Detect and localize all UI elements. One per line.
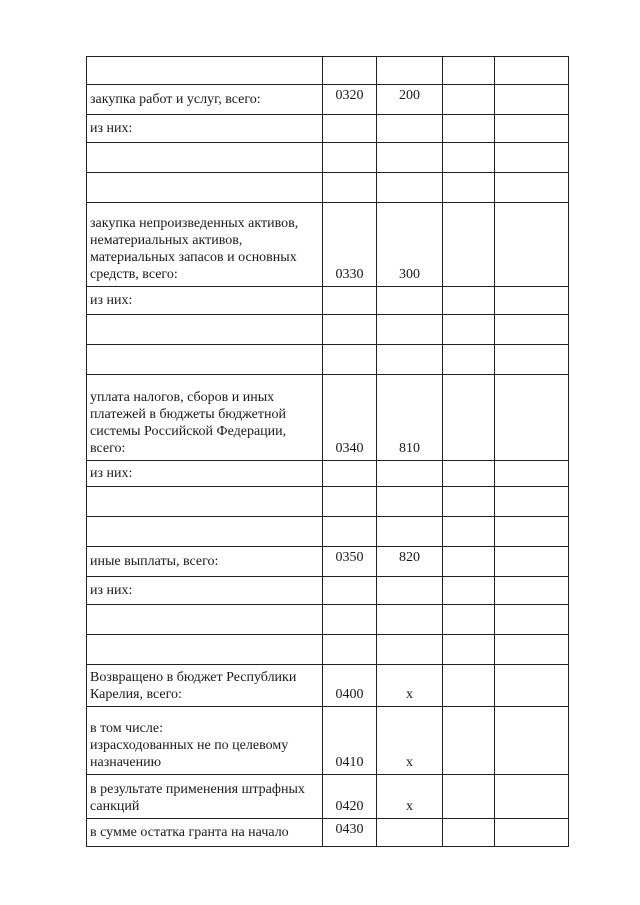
row-name-cell <box>87 819 323 847</box>
row-code-cell <box>323 287 377 315</box>
row-empty-cell <box>443 517 495 547</box>
row-name-cell <box>87 577 323 605</box>
row-value-cell <box>377 461 443 487</box>
row-value-cell <box>377 487 443 517</box>
row-name-cell <box>87 665 323 707</box>
row-name-cell <box>87 461 323 487</box>
row-name-line: в результате применения штрафных <box>90 782 305 797</box>
report-table <box>86 56 569 847</box>
row-code-cell <box>323 487 377 517</box>
row-name-line: израсходованных не по целевому <box>90 738 289 753</box>
row-code-cell <box>323 345 377 375</box>
table-row <box>87 707 569 775</box>
row-empty-cell <box>443 173 495 203</box>
row-code-cell <box>323 173 377 203</box>
row-name-cell <box>87 487 323 517</box>
table-row <box>87 203 569 287</box>
table-row <box>87 665 569 707</box>
row-name-line: в том числе: <box>90 721 163 736</box>
table-row <box>87 375 569 461</box>
row-code-cell <box>323 461 377 487</box>
row-value-cell <box>377 173 443 203</box>
row-name-cell <box>87 375 323 461</box>
row-value-cell: 810 <box>377 375 443 461</box>
row-empty-cell <box>495 775 569 819</box>
row-name-line: санкций <box>90 799 140 814</box>
row-name-line: в сумме остатка гранта на начало <box>90 825 289 840</box>
row-name-line: назначению <box>90 755 162 770</box>
row-name-line: из них: <box>90 583 133 598</box>
row-name-line: иные выплаты, всего: <box>90 554 219 569</box>
row-empty-cell <box>495 375 569 461</box>
table-row <box>87 517 569 547</box>
table-row <box>87 605 569 635</box>
row-name-cell <box>87 315 323 345</box>
row-code-cell: 0410 <box>323 707 377 775</box>
row-empty-cell <box>443 547 495 577</box>
row-value-cell <box>377 577 443 605</box>
table-row <box>87 461 569 487</box>
row-value-cell <box>377 819 443 847</box>
table-row <box>87 819 569 847</box>
row-empty-cell <box>495 665 569 707</box>
row-empty-cell <box>443 707 495 775</box>
row-code-cell <box>323 143 377 173</box>
row-empty-cell <box>443 577 495 605</box>
row-code-cell: 0430 <box>323 819 377 847</box>
row-code-cell: 0400 <box>323 665 377 707</box>
row-empty-cell <box>443 57 495 85</box>
row-code-cell <box>323 517 377 547</box>
row-code-cell <box>323 115 377 143</box>
row-empty-cell <box>443 203 495 287</box>
table-row <box>87 173 569 203</box>
row-empty-cell <box>495 517 569 547</box>
row-value-cell: x <box>377 707 443 775</box>
table-row <box>87 577 569 605</box>
row-name-line: закупка работ и услуг, всего: <box>90 92 261 107</box>
row-name-cell <box>87 143 323 173</box>
table-row <box>87 287 569 315</box>
row-value-cell <box>377 345 443 375</box>
row-empty-cell <box>443 143 495 173</box>
row-name-cell <box>87 345 323 375</box>
table-row <box>87 775 569 819</box>
row-empty-cell <box>495 115 569 143</box>
table-body <box>87 57 569 847</box>
row-empty-cell <box>495 173 569 203</box>
row-value-cell: 200 <box>377 85 443 115</box>
row-empty-cell <box>495 819 569 847</box>
row-name-cell <box>87 635 323 665</box>
table-row <box>87 85 569 115</box>
row-empty-cell <box>495 547 569 577</box>
row-name-line: средств, всего: <box>90 267 178 282</box>
row-name-line: нематериальных активов, <box>90 233 243 248</box>
row-empty-cell <box>495 203 569 287</box>
row-empty-cell <box>495 577 569 605</box>
row-empty-cell <box>443 775 495 819</box>
row-empty-cell <box>443 115 495 143</box>
row-empty-cell <box>495 315 569 345</box>
row-empty-cell <box>443 85 495 115</box>
row-value-cell <box>377 605 443 635</box>
row-name-cell <box>87 605 323 635</box>
row-empty-cell <box>495 143 569 173</box>
row-name-cell <box>87 287 323 315</box>
table-row <box>87 57 569 85</box>
row-empty-cell <box>443 287 495 315</box>
row-name-line: Возвращено в бюджет Республики <box>90 670 297 685</box>
row-empty-cell <box>495 57 569 85</box>
row-empty-cell <box>443 665 495 707</box>
row-empty-cell <box>495 85 569 115</box>
row-empty-cell <box>443 375 495 461</box>
row-empty-cell <box>495 487 569 517</box>
row-empty-cell <box>443 487 495 517</box>
row-name-line: из них: <box>90 293 133 308</box>
row-name-line: из них: <box>90 121 133 136</box>
row-value-cell <box>377 635 443 665</box>
row-code-cell: 0350 <box>323 547 377 577</box>
row-name-line: уплата налогов, сборов и иных <box>90 390 275 405</box>
row-value-cell <box>377 57 443 85</box>
row-empty-cell <box>443 345 495 375</box>
row-code-cell <box>323 577 377 605</box>
row-value-cell <box>377 287 443 315</box>
row-empty-cell <box>495 707 569 775</box>
table-row <box>87 487 569 517</box>
row-empty-cell <box>495 345 569 375</box>
row-name-cell <box>87 547 323 577</box>
row-empty-cell <box>443 461 495 487</box>
row-code-cell: 0420 <box>323 775 377 819</box>
row-code-cell <box>323 605 377 635</box>
row-value-cell <box>377 143 443 173</box>
row-code-cell: 0340 <box>323 375 377 461</box>
row-empty-cell <box>443 315 495 345</box>
row-name-line: всего: <box>90 441 126 456</box>
row-name-line: из них: <box>90 466 133 481</box>
row-name-line: материальных запасов и основных <box>90 250 297 265</box>
row-empty-cell <box>443 819 495 847</box>
row-code-cell <box>323 635 377 665</box>
row-value-cell <box>377 315 443 345</box>
row-name-cell <box>87 775 323 819</box>
table-row <box>87 345 569 375</box>
row-name-line: платежей в бюджеты бюджетной <box>90 407 286 422</box>
row-code-cell <box>323 57 377 85</box>
row-code-cell <box>323 315 377 345</box>
row-empty-cell <box>495 287 569 315</box>
row-empty-cell <box>443 635 495 665</box>
row-code-cell: 0330 <box>323 203 377 287</box>
row-name-line: Карелия, всего: <box>90 687 182 702</box>
row-empty-cell <box>495 461 569 487</box>
row-value-cell: x <box>377 775 443 819</box>
row-name-cell <box>87 707 323 775</box>
row-value-cell: x <box>377 665 443 707</box>
row-value-cell <box>377 115 443 143</box>
row-name-cell <box>87 57 323 85</box>
table-row <box>87 143 569 173</box>
table-row <box>87 115 569 143</box>
table-row <box>87 315 569 345</box>
row-name-cell <box>87 115 323 143</box>
table-row <box>87 635 569 665</box>
row-value-cell: 820 <box>377 547 443 577</box>
row-value-cell <box>377 517 443 547</box>
row-empty-cell <box>495 605 569 635</box>
table-row <box>87 547 569 577</box>
row-name-cell <box>87 173 323 203</box>
row-empty-cell <box>495 635 569 665</box>
row-empty-cell <box>443 605 495 635</box>
row-name-line: закупка непроизведенных активов, <box>90 216 299 231</box>
row-name-cell <box>87 85 323 115</box>
row-value-cell: 300 <box>377 203 443 287</box>
row-code-cell: 0320 <box>323 85 377 115</box>
row-name-cell <box>87 203 323 287</box>
row-name-line: системы Российской Федерации, <box>90 424 287 439</box>
row-name-cell <box>87 517 323 547</box>
